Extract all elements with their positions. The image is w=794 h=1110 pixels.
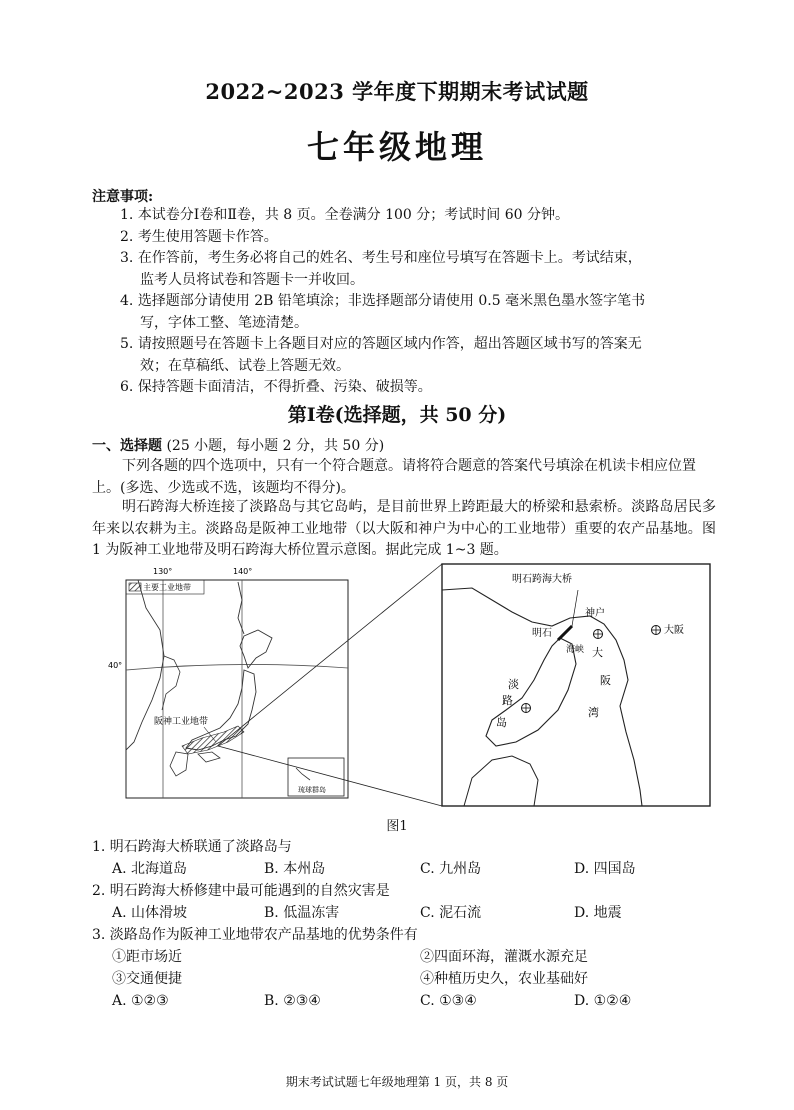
exam-title: 2022~2023 学年度下期期末考试试题	[205, 79, 589, 104]
section-label: 一、选择题	[92, 438, 162, 454]
island-char: 淡	[508, 678, 519, 691]
option-d[interactable]: D. 四国岛	[574, 861, 636, 877]
akashi-bridge	[558, 626, 572, 640]
bay-char: 大	[592, 646, 603, 659]
question-stem: 3. 淡路岛作为阪神工业地带农产品基地的优势条件有	[92, 927, 418, 943]
choice-2: ②四面环海，灌溉水源充足	[420, 949, 588, 965]
bridge-label: 明石跨海大桥	[512, 574, 572, 585]
choice-row	[92, 946, 732, 968]
island-char: 岛	[496, 716, 507, 729]
legend-label: 主要工业地带	[143, 583, 191, 592]
option-b[interactable]: B. ②③④	[264, 993, 321, 1009]
note-number: 3.	[120, 250, 134, 266]
question-stem: 1. 明石跨海大桥联通了淡路岛与	[92, 839, 292, 855]
option-row	[92, 858, 732, 880]
note-item	[120, 205, 720, 227]
note-number: 5.	[120, 336, 134, 352]
note-text: 请按照题号在答题卡上各题目对应的答题区域内作答，超出答题区域书写的答案无	[137, 336, 642, 352]
bay-char: 阪	[600, 674, 611, 687]
option-b[interactable]: B. 本州岛	[264, 861, 326, 877]
option-c[interactable]: C. 泥石流	[420, 905, 482, 921]
bridge-leader	[572, 590, 578, 626]
note-text: 考生使用答题卡作答。	[137, 228, 278, 245]
industrial-belt	[182, 726, 244, 754]
figure-caption: 图1	[386, 819, 408, 834]
shikoku-coast	[464, 756, 538, 806]
lat-label-40: 40°	[108, 661, 123, 670]
note-continuation: 写，字体工整、笔迹清楚。	[140, 314, 308, 331]
page-footer: 期末考试试题七年级地理第 1 页，共 8 页	[285, 1075, 509, 1089]
part-title: 第Ⅰ卷(选择题，共 50 分)	[287, 404, 507, 426]
note-item	[120, 291, 720, 313]
korean-peninsula	[162, 656, 180, 710]
option-a[interactable]: A. 北海道岛	[112, 861, 188, 877]
shikoku	[198, 752, 220, 762]
ryukyu-label: 琉球群岛	[298, 786, 326, 794]
option-a[interactable]: A. 山体滑坡	[112, 905, 188, 921]
choice-row	[92, 968, 732, 990]
reading-passage: 明石跨海大桥连接了淡路岛与其它岛屿，是目前世界上跨距最大的桥梁和悬索桥。淡路岛居民多年来以农耕为主。淡路岛是阪神工业地带（以大阪和神户为中心的工业地带）重要的农产品基地。图 1 为阪神工业地带及明石跨海大桥位置示意图。据此完成 1~3 题。	[92, 499, 716, 558]
question-stem: 2. 明石跨海大桥修建中最可能遇到的自然灾害是	[92, 883, 390, 899]
question-list	[92, 836, 732, 1012]
notes-list	[120, 205, 720, 399]
osaka-label: 大阪	[664, 625, 684, 636]
hanshin-label: 阪神工业地带	[154, 717, 209, 727]
notes-heading: 注意事项:	[92, 189, 154, 205]
option-row	[92, 990, 732, 1012]
section-note: (25 小题，每小题 2 分，共 50 分)	[166, 438, 385, 454]
bay-char: 湾	[588, 706, 599, 719]
note-item	[120, 227, 720, 249]
instructions: 下列各题的四个选项中，只有一个符合题意。请将符合题意的答案代号填涂在机读卡相应位置上。(多选、少选或不选，该题均不得分)。	[92, 458, 696, 496]
note-item	[120, 377, 720, 399]
section-heading	[92, 435, 384, 455]
figure-svg	[108, 560, 714, 810]
choice-1: ①距市场近	[112, 949, 182, 965]
kobe-label: 神户	[585, 608, 605, 619]
sakhalin	[238, 582, 244, 634]
zoom-connector-bottom	[218, 746, 442, 806]
option-b[interactable]: B. 低温冻害	[264, 905, 340, 921]
note-text: 选择题部分请使用 2B 铅笔填涂；非选择题部分请使用 0.5 毫米黑色墨水签字笔书	[137, 293, 646, 309]
subject-title: 七年级地理	[306, 128, 487, 166]
akashi-map	[442, 564, 710, 806]
lon-label-140: 140°	[233, 567, 253, 576]
option-d[interactable]: D. ①②④	[574, 993, 632, 1009]
option-d[interactable]: D. 地震	[574, 905, 622, 921]
kyushu	[170, 752, 188, 776]
note-text: 本试卷分Ⅰ卷和Ⅱ卷，共 8 页。全卷满分 100 分；考试时间 60 分钟。	[137, 207, 570, 223]
note-text: 在作答前，考生务必将自己的姓名、考生号和座位号填写在答题卡上。考试结束，	[137, 250, 642, 266]
japan-map-frame	[126, 580, 348, 798]
note-text: 保持答题卡面清洁，不得折叠、污染、破损等。	[137, 379, 432, 395]
awaji-island	[486, 638, 576, 746]
note-number: 2.	[120, 228, 134, 245]
option-a[interactable]: A. ①②③	[112, 993, 169, 1009]
note-number: 1.	[120, 207, 134, 223]
akashi-label: 明石	[532, 628, 552, 639]
lon-label-130: 130°	[153, 567, 173, 576]
choice-3: ③交通便捷	[112, 971, 182, 987]
figure-1	[108, 560, 714, 810]
option-c[interactable]: C. 九州岛	[420, 861, 482, 877]
note-item	[120, 334, 720, 356]
japan-map	[108, 567, 348, 798]
option-row	[92, 902, 732, 924]
note-continuation: 效；在草稿纸、试卷上答题无效。	[140, 357, 350, 374]
option-c[interactable]: C. ①③④	[420, 993, 477, 1009]
choice-4: ④种植历史久，农业基础好	[420, 971, 588, 987]
hokkaido	[240, 630, 272, 668]
honshu-coast	[442, 588, 642, 806]
island-char: 路	[502, 694, 513, 707]
note-item	[120, 248, 720, 270]
strait-label: 海峡	[566, 645, 585, 655]
note-number: 6.	[120, 379, 134, 395]
note-continuation: 监考人员将试卷和答题卡一并收回。	[140, 271, 364, 288]
zoom-connector-top	[218, 564, 442, 746]
note-number: 4.	[120, 293, 134, 309]
